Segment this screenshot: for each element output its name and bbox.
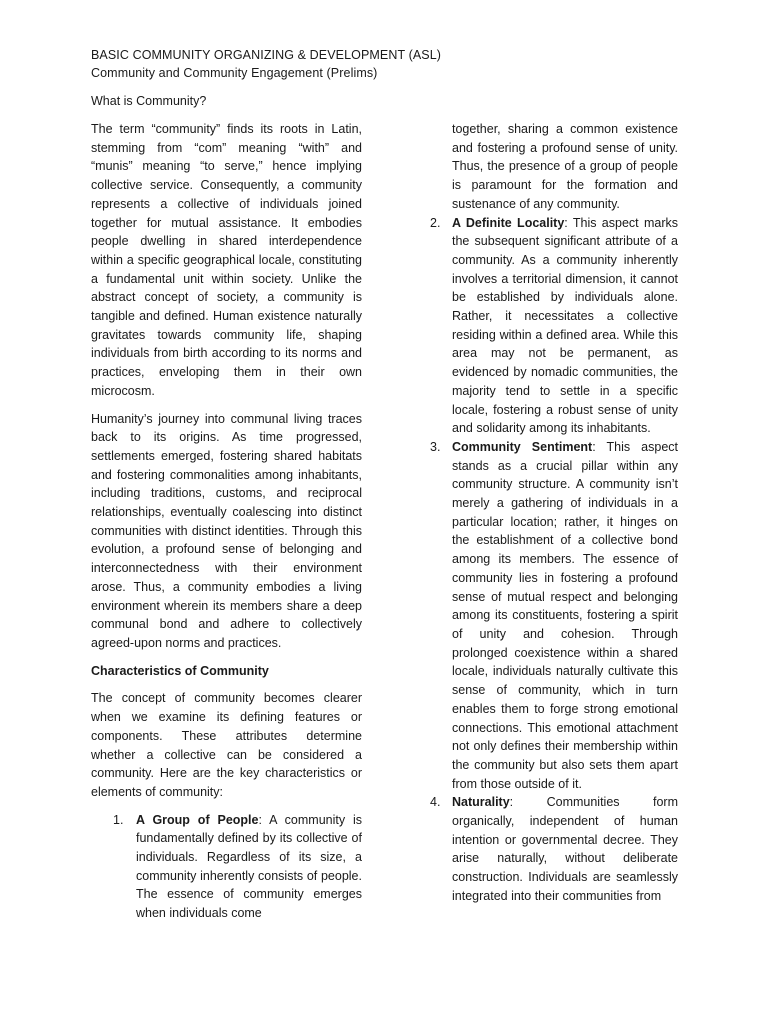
- characteristics-heading: Characteristics of Community: [91, 663, 269, 678]
- list-item-community-sentiment: [424, 438, 678, 793]
- course-title: BASIC COMMUNITY ORGANIZING & DEVELOPMENT (ASL): [91, 48, 442, 62]
- list-text: : A community is fundamentally defined by its collective of individuals. Regardless of its size, a community inherently consists of people. The essence of community emerges when individuals come: [136, 812, 363, 921]
- list-item-naturality: [424, 793, 678, 905]
- right-column: [424, 120, 678, 906]
- list-term: Naturality: [452, 795, 510, 810]
- list-number: 4.: [430, 795, 441, 810]
- list-text: : Communities form organically, independent of human intention or governmental decree. They arise naturally, without deliberate construction. Individuals are seamlessly integrated into their communities from: [452, 795, 678, 903]
- list-term: A Group of People: [136, 812, 259, 827]
- list-item-group-of-people: [107, 811, 362, 923]
- list-item-continuation: together, sharing a common existence and fostering a profound sense of unity. Thus, the presence of a group of people is paramount for the formation and sustenance of any community.: [452, 122, 678, 211]
- list-item-definite-locality: [424, 214, 678, 438]
- list-term: A Definite Locality: [452, 215, 565, 230]
- list-text: : This aspect stands as a crucial pillar within any community structure. A community isn’t merely a gathering of individuals in a particular location; rather, it hinges on the establishment of a collective bond among its members. The essence of community lies in fostering a profound sense of mutual respect and belonging among its constituents, fostering a spirit of unity and cohesion. Through prolonged coexistence within a shared locale, individuals naturally cultivate this sense of community, which in turn enables them to forge strong emotional connections. This emotional attachment not only defines their membership within the community but also sets them apart from those outside of it.: [452, 439, 678, 791]
- lesson-subtitle: Community and Community Engagement (Prelims): [91, 66, 378, 80]
- characteristics-list-start: [107, 811, 362, 923]
- left-column: [91, 120, 362, 923]
- intro-paragraph: The term “community” finds its roots in Latin, stemming from “com” meaning “with” and “munis” meaning “to serve,” hence implying collective service. Consequently, a community represents a collective of individuals joined together for mutual assistance. It embodies people dwelling in shared interdependence within a specific geographical locale, constituting a fundamental unit within society. Unlike the abstract concept of society, a community is tangible and defined. Human existence naturally gravitates towards community life, shaping individuals from birth according to its norms and practices, enveloping them in their own microcosm.: [91, 122, 362, 398]
- section-question: What is Community?: [91, 94, 207, 108]
- list-number: 3.: [430, 439, 441, 454]
- history-paragraph: Humanity’s journey into communal living traces back to its origins. As time progressed, settlements emerged, fostering shared habitats and fostering commonalities among inhabitants, including traditions, customs, and reciprocal relationships, eventually coalescing into distinct communities with distinct identities. Through this evolution, a profound sense of belonging and interconnectedness with their environment arose. Thus, a community embodies a living environment wherein its members share a deep communal bond and adhere to collectively agreed-upon norms and practices.: [91, 411, 362, 650]
- document-header: [91, 46, 441, 82]
- list-text: : This aspect marks the subsequent significant attribute of a community. As a community inherently involves a territorial dimension, it cannot be established by individuals alone. Rather, it necessitates a collective residing within a defined area. While this area may not be permanent, as evidenced by nomadic communities, the majority tend to settle in a specific locale, fostering a robust sense of unity and solidarity among its inhabitants.: [452, 215, 678, 436]
- characteristics-intro: The concept of community becomes clearer when we examine its defining features or components. These attributes determine whether a collective can be considered a community. Here are the key characteristics or elements of community:: [91, 691, 362, 799]
- list-number: 1.: [113, 812, 124, 827]
- list-term: Community Sentiment: [452, 439, 593, 454]
- list-number: 2.: [430, 215, 441, 230]
